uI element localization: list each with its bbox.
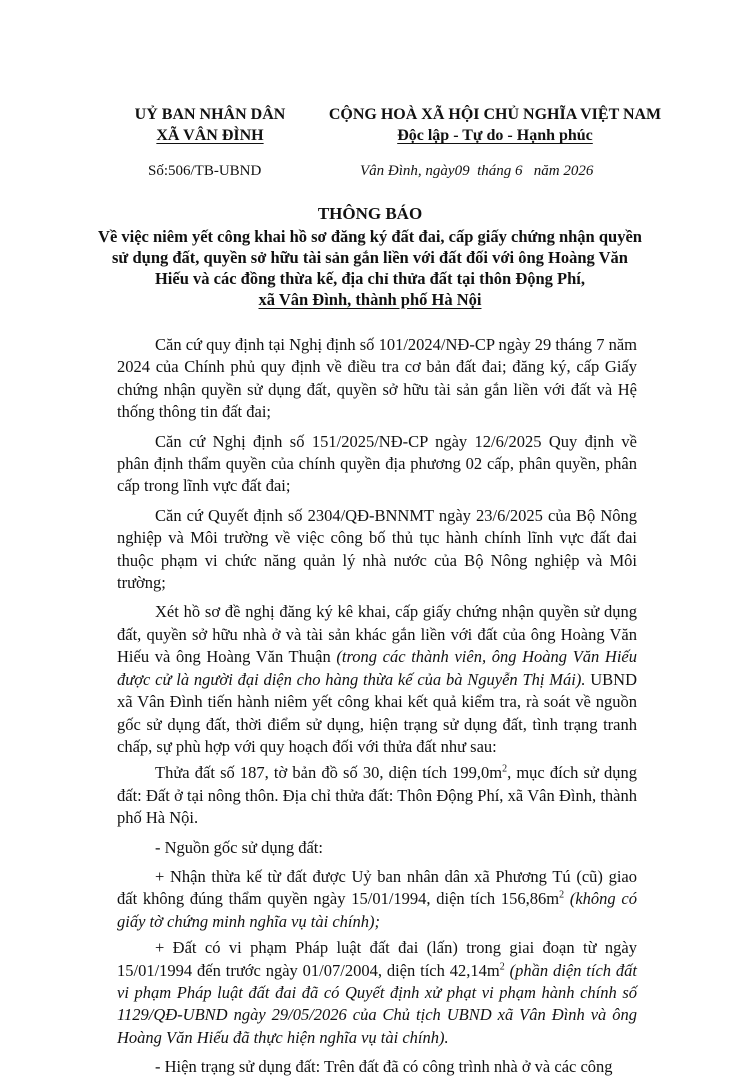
document-number: Số:506/TB-UBND (148, 163, 262, 179)
subject-last-line: xã Vân Đình, thành phố Hà Nội (258, 290, 482, 309)
motto: Độc lập - Tự do - Hạnh phúc (397, 127, 593, 144)
national-motto (305, 104, 685, 146)
paragraph-legal-basis-2: Căn cứ Nghị định số 151/2025/NĐ-CP ngày 12/6/2025 Quy định về phân định thẩm quyền của chính quyền địa phương 02 cấp, phân quyền, phân cấp trong lĩnh vực đất đai; (117, 431, 637, 496)
authority-line-1: UỶ BAN NHÂN DÂN (134, 106, 286, 123)
issuing-authority (110, 104, 310, 146)
paragraph-consideration: Xét hồ sơ đề nghị đăng ký kê khai, cấp giấy chứng nhận quyền sử dụng đất, quyền sở hữu nhà ở và tài sản khác gắn liền với đất của ông Hoàng Văn Hiếu và ông Hoàng Văn Thuận (trong các thành viên, ông Hoàng Văn Hiếu được cử là người đại diện cho hàng thừa kế của bà Nguyễn Thị Mái). UBND xã Vân Đình tiến hành niêm yết công khai kết quả kiểm tra, rà soát về nguồn gốc sử dụng đất, thời điểm sử dụng, hiện trạng sử dụng đất, tình trạng tranh chấp, sự phù hợp với quy hoạch đối với thửa đất như sau: (117, 602, 638, 756)
paragraph-origin-heading: - Nguồn gốc sử dụng đất: (155, 837, 323, 857)
document-title: THÔNG BÁO (317, 204, 423, 223)
paragraph-land-plot: Thửa đất số 187, tờ bản đồ số 30, diện tích $199,0m^2$, mục đích sử dụng đất: Đất ở tại nông thôn. Địa chỉ thửa đất: Thôn Động Phí, xã Vân Đình, thành phố Hà Nội. (117, 763, 637, 828)
national-name: CỘNG HOÀ XÃ HỘI CHỦ NGHĨA VIỆT NAM (328, 106, 662, 123)
authority-line-2: XÃ VÂN ĐÌNH (156, 127, 264, 144)
paragraph-legal-basis-3: Căn cứ Quyết định số 2304/QĐ-BNNMT ngày 23/6/2025 của Bộ Nông nghiệp và Môi trường về việc công bố thủ tục hành chính lĩnh vực đất đai thuộc phạm vi chức năng quản lý nhà nước của Bộ Nông nghiệp và Môi trường; (117, 505, 637, 593)
paragraph-origin-inheritance: + Nhận thừa kế từ đất được Uỷ ban nhân dân xã Phương Tú (cũ) giao đất không đúng thẩm quyền ngày 15/01/1994, diện tích $156,86m^2$ (không có giấy tờ chứng minh nghĩa vụ tài chính); (117, 866, 637, 931)
document-body (117, 334, 637, 1086)
document-subject (95, 226, 645, 310)
paragraph-current-status: - Hiện trạng sử dụng đất: Trên đất đã có công trình nhà ở và các công (155, 1057, 613, 1077)
subject-main: Về việc niêm yết công khai hồ sơ đăng ký đất đai, cấp giấy chứng nhận quyền sử dụng đất, quyền sở hữu tài sản gắn liền với đất đối với ông Hoàng Văn Hiếu và các đồng thừa kế, địa chỉ thửa đất tại thôn Động Phí, (98, 227, 642, 288)
paragraph-origin-violation: + Đất có vi phạm Pháp luật đất đai (lấn) trong giai đoạn từ ngày 15/01/1994 đến trước ngày 01/07/2004, diện tích $42,14m^2$ (phần diện tích đất vi phạm Pháp luật đất đai đã có Quyết định xử phạt vi phạm hành chính số 1129/QĐ-UBND ngày 29/05/2026 của Chủ tịch UBND xã Vân Đình và ông Hoàng Văn Hiếu đã thực hiện nghĩa vụ tài chính). (117, 938, 637, 1047)
document-date: Vân Đình, ngày09 tháng 6 năm 2026 (360, 163, 594, 179)
paragraph-legal-basis-1: Căn cứ quy định tại Nghị định số 101/2024/NĐ-CP ngày 29 tháng 7 năm 2024 của Chính phủ quy định về điều tra cơ bản đất đai; đăng ký, cấp Giấy chứng nhận quyền sử dụng đất, quyền sở hữu tài sản gắn liền với đất và Hệ thống thông tin đất đai; (117, 335, 637, 422)
